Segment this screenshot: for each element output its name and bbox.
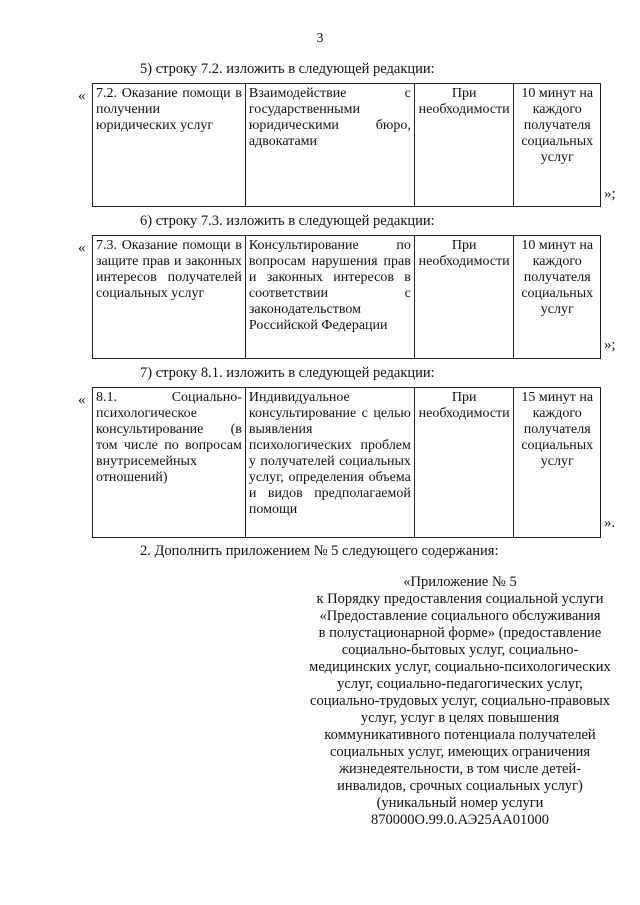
annex-line: (уникальный номер услуги [376,795,544,811]
duration-cell: 10 минут на каждого получателя социальных услуг [514,84,601,207]
open-quote: « [78,88,86,104]
annex-line: «Предоставление социального обслуживания [319,608,601,624]
table-row-7-2 [92,83,601,207]
annex-line: социально-бытовых услуг, социально- [341,642,579,658]
annex-line: услуг, социально-педагогических услуг, [337,676,583,692]
service-description-cell: Взаимодействие с государственными юридическими бюро, адвокатами [245,84,414,207]
page-number: 3 [316,31,324,46]
annex-line: «Приложение № 5 [403,574,517,590]
item-2-instruction: 2. Дополнить приложением № 5 следующего содержания: [140,543,499,559]
annex-line: социально-трудовых услуг, социально-правовых [310,693,610,709]
service-description-cell: Индивидуальное консультирование с целью выявления психологических проблем у получателей социальных услуг, определения объема и видов предполагаемой помощи [245,388,414,538]
close-quote: »; [604,186,616,202]
table-row-8-1 [92,387,601,538]
annex-line: медицинских услуг, социально-психологических [309,659,611,675]
service-name-cell: 7.2. Оказание помощи в получении юридических услуг [93,84,246,207]
duration-cell: 10 минут на каждого получателя социальных услуг [514,236,601,359]
annex-line: социальных услуг, имеющих ограничения [329,744,591,760]
annex-line: услуг, услуг в целях повышения [360,710,560,726]
service-description-cell: Консультирование по вопросам нарушения прав и законных интересов в соответствии с законодательством Российской Федерации [245,236,414,359]
periodicity-cell: При необходимости [414,84,514,207]
annex-line: в полустационарной форме» (предоставление [318,625,602,641]
close-quote: ». [604,515,616,531]
service-name-cell: 7.3. Оказание помощи в защите прав и законных интересов получателей социальных услуг [93,236,246,359]
annex-header [295,574,625,829]
annex-line: коммуникативного потенциала получателей [324,727,596,743]
annex-line: 870000О.99.0.АЭ25АА01000 [371,812,549,828]
open-quote: « [78,240,86,256]
open-quote: « [78,392,86,408]
annex-line: к Порядку предоставления социальной услуги [316,591,604,607]
periodicity-cell: При необходимости [414,236,514,359]
close-quote: »; [604,337,616,353]
instruction-row-7-2: 5) строку 7.2. изложить в следующей редакции: [140,61,435,77]
instruction-row-7-3: 6) строку 7.3. изложить в следующей редакции: [140,213,435,229]
table-row-7-3 [92,235,601,359]
duration-cell: 15 минут на каждого получателя социальных услуг [514,388,601,538]
periodicity-cell: При необходимости [414,388,514,538]
service-name-cell: 8.1. Социально-психологическое консультирование (в том числе по вопросам внутрисемейных отношений) [93,388,246,538]
annex-line: жизнедеятельности, в том числе детей- [338,761,582,777]
annex-line: инвалидов, срочных социальных услуг) [337,778,583,794]
instruction-row-8-1: 7) строку 8.1. изложить в следующей редакции: [140,365,435,381]
